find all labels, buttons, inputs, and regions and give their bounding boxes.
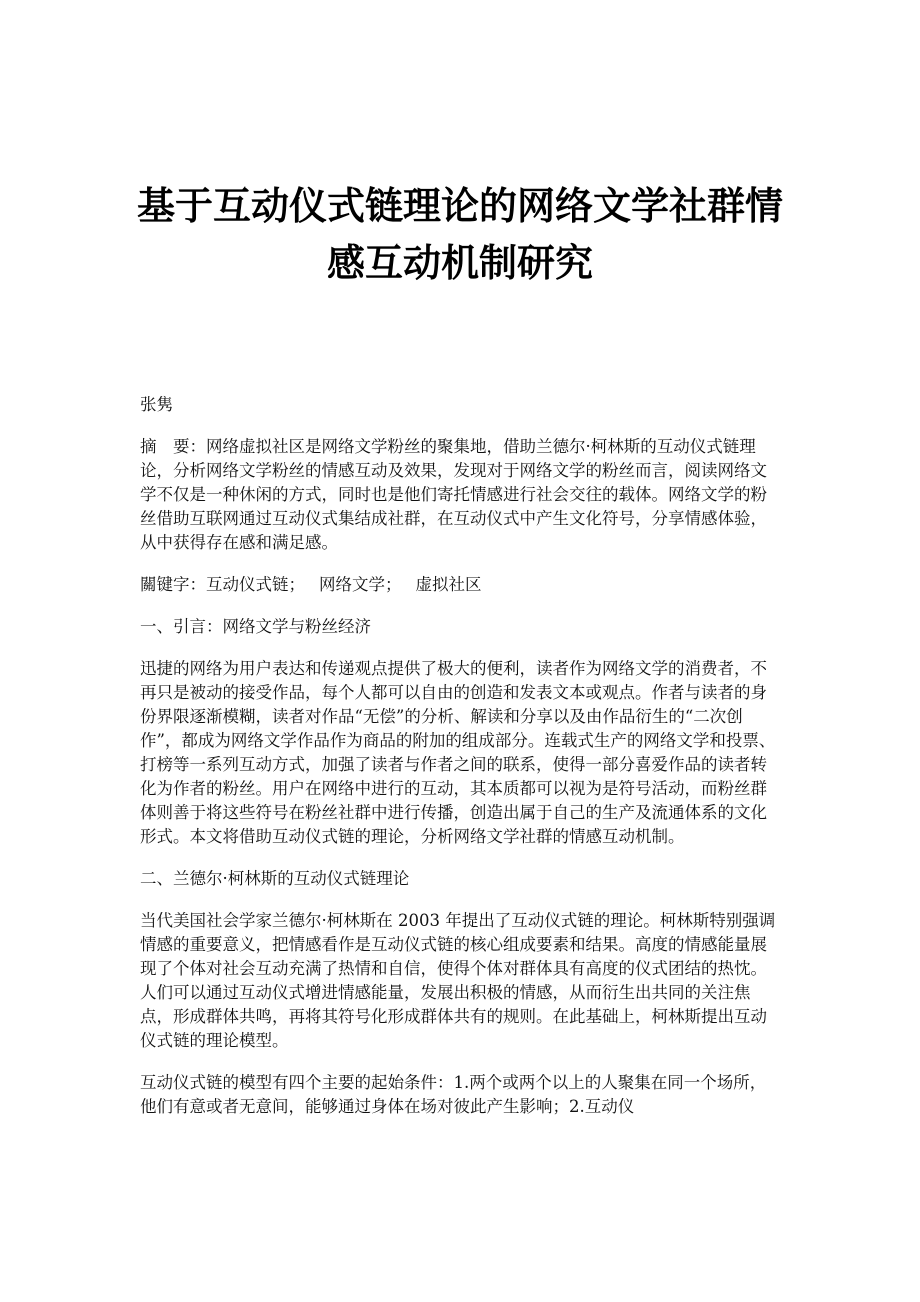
paper-title-line-2: 感互动机制研究 <box>326 241 593 285</box>
author-name: 张隽 <box>140 395 173 414</box>
keywords-label: 關键字： <box>140 575 206 594</box>
paper-body <box>140 393 780 1137</box>
paper-title <box>120 178 800 292</box>
body-paragraph: 当代美国社会学家兰德尔·柯林斯在 2003 年提出了互动仪式链的理论。柯林斯特别强调情感的重要意义，把情感看作是互动仪式链的核心组成要素和结果。高度的情感能量展现了个体对社会互动充满了热情和自信，使得个体对群体具有高度的仪式团结的热忱。人们可以通过互动仪式增进情感能量，发展出积极的情感，从而衍生出共同的关注焦点，形成群体共鸣，再将其符号化形成群体共有的规则。在此基础上，柯林斯提出互动仪式链的理论模型。 <box>140 911 776 1050</box>
keyword-item: 虚拟社区 <box>415 575 482 594</box>
section-heading-theory: 二、兰德尔·柯林斯的互动仪式链理论 <box>140 869 410 888</box>
abstract-paragraph: 摘 要：网络虚拟社区是网络文学粉丝的聚集地，借助兰德尔·柯林斯的互动仪式链理论，分析网络文学粉丝的情感互动及效果，发现对于网络文学的粉丝而言，阅读网络文学不仅是一种休闲的方式，同时也是他们寄托情感进行社会交往的载体。网络文学的粉丝借助互联网通过互动仪式集结成社群，在互动仪式中产生文化符号，分享情感体验，从中获得存在感和满足感。 <box>140 437 767 552</box>
body-paragraph: 迅捷的网络为用户表达和传递观点提供了极大的便利，读者作为网络文学的消费者，不再只是被动的接受作品，每个人都可以自由的创造和发表文本或观点。作者与读者的身份界限逐渐模糊，读者对作品“无偿”的分析、解读和分享以及由作品衍生的“二次创作”，都成为网络文学作品作为商品的附加的组成部分。连载式生产的网络文学和投票、打榜等一系列互动方式，加强了读者与作者之间的联系，使得一部分喜爱作品的读者转化为作者的粉丝。用户在网络中进行的互动，其本质都可以视为是符号活动，而粉丝群体则善于将这些符号在粉丝社群中进行传播，创造出属于自己的生产及流通体系的文化形式。本文将借助互动仪式链的理论，分析网络文学社群的情感互动机制。 <box>140 659 776 846</box>
paper-title-line-1: 基于互动仪式链理论的网络文学社群情 <box>136 184 783 228</box>
keyword-item: 互动仪式链； <box>206 575 305 594</box>
keywords-line <box>140 573 780 597</box>
body-paragraph: 互动仪式链的模型有四个主要的起始条件：1.两个或两个以上的人聚集在同一个场所，他们有意或者无意间，能够通过身体在场对彼此产生影响；2.互动仪 <box>140 1073 767 1116</box>
keyword-item: 网络文学； <box>319 575 402 594</box>
section-heading-intro: 一、引言：网络文学与粉丝经济 <box>140 617 371 636</box>
